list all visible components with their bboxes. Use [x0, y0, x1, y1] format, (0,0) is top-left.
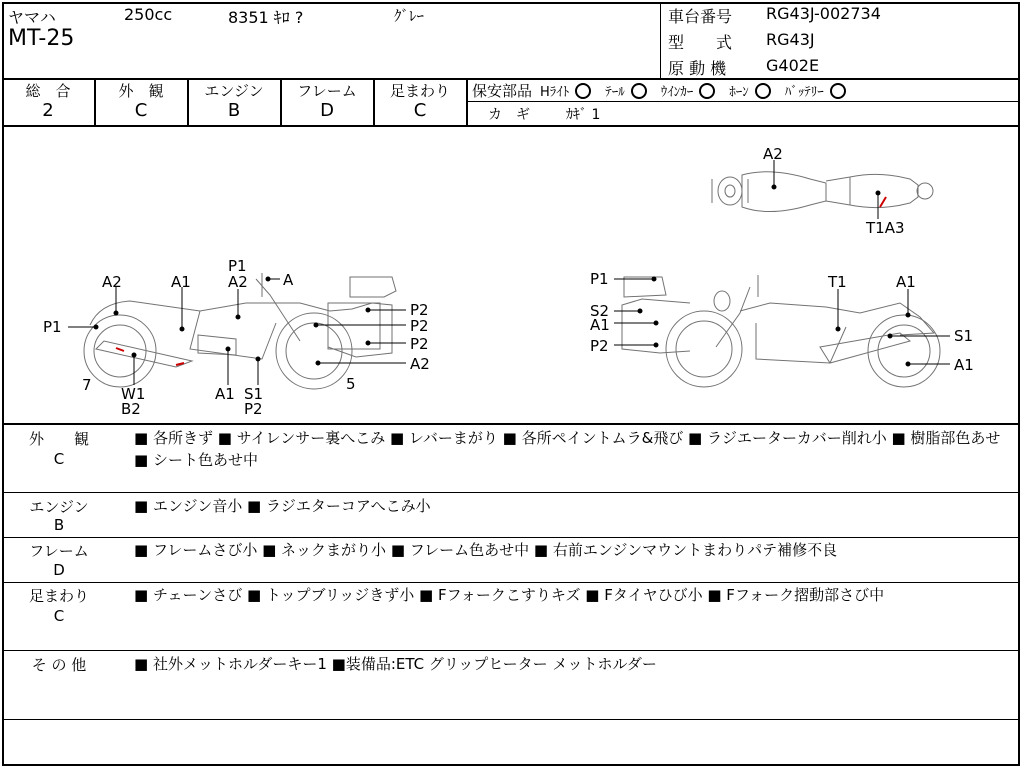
type-value: RG43J [766, 30, 815, 49]
details-divider [2, 492, 1020, 493]
callout-label: P2 [410, 335, 429, 353]
engine-type-value: G402E [766, 56, 820, 75]
callout-label: T1A3 [866, 219, 905, 237]
callout-label: P2 [410, 301, 429, 319]
callout-label: P2 [590, 337, 609, 355]
callout-label: 5 [346, 375, 356, 393]
safety-horn [729, 81, 771, 100]
detail-suspension-text: ■ チェーンさび ■ トップブリッジきず小 ■ Fフォークこすりキズ ■ Fタイヤひび小 ■ Fフォーク摺動部さび中 [134, 586, 885, 604]
mileage: 8351 ｷﾛ ? [228, 8, 304, 27]
detail-exterior-text: ■ 各所きず ■ サイレンサー裏へこみ ■ レバーまがり ■ 各所ペイントムラ&飛び ■ ラジエーターカバー削れ小 ■ 樹脂部色あせ ■ シート色あせ中 [134, 429, 1001, 469]
key-value: ｶｷﾞ 1 [566, 107, 601, 123]
detail-frame-grade: D [53, 561, 65, 579]
callout-label: A2 [228, 273, 248, 291]
overall-grade: 2 [42, 100, 54, 121]
detail-exterior-grade: C [53, 450, 65, 468]
ok-circle-icon [755, 83, 771, 99]
ok-circle-icon [830, 83, 846, 99]
callout-label: P1 [228, 257, 247, 275]
detail-suspension-grade: C [53, 607, 65, 625]
details-divider [2, 582, 1020, 583]
frame-label: フレーム [297, 82, 357, 100]
safety-label: 保安部品 [472, 82, 533, 100]
engine-type-label: 原 動 機 [668, 59, 727, 78]
maker: ヤマハ [8, 8, 56, 27]
callout-label: A2 [410, 355, 430, 373]
safety-item-label: ﾃｰﾙ [605, 85, 625, 100]
exterior-label: 外 観 [118, 82, 164, 100]
details-top [2, 423, 1020, 425]
suspension-label: 足まわり [389, 82, 450, 100]
callout-label: A [283, 271, 294, 289]
safety-item-label: ﾎｰﾝ [729, 85, 749, 100]
callout-label: A1 [896, 273, 916, 291]
engine-label: エンジン [204, 82, 264, 100]
callout-label: 7 [82, 376, 92, 394]
detail-engine-grade: B [53, 516, 65, 534]
detail-other-label: そ の 他 [31, 656, 87, 674]
detail-engine-label: エンジン [29, 498, 89, 516]
vin-label: 車台番号 [668, 7, 733, 26]
safety-item-label: Hﾗｲﾄ [540, 85, 570, 100]
overall-label: 総 合 [25, 82, 71, 100]
detail-other-text: ■ 社外メットホルダーキー1 ■装備品:ETC グリップヒーター メットホルダー [134, 655, 657, 673]
details-divider [2, 719, 1020, 720]
callout-label: P1 [43, 318, 62, 336]
safety-tail [605, 81, 647, 100]
damage-diagram [0, 127, 1024, 423]
callout-label: T1 [828, 273, 847, 291]
ok-circle-icon [699, 83, 715, 99]
color: ｸﾞﾚｰ [394, 7, 425, 25]
right-view-motorcycle [622, 275, 940, 387]
callout-label: B2 [121, 400, 141, 418]
detail-exterior-label: 外 観 [28, 430, 89, 448]
damage-mark-icon [880, 197, 886, 207]
vin-value: RG43J-002734 [766, 4, 881, 23]
header-divider [660, 2, 661, 78]
displacement: 250cc [124, 5, 173, 24]
callout-label: S2 [590, 302, 610, 320]
detail-engine-text: ■ エンジン音小 ■ ラジエターコアへこみ小 [134, 497, 431, 515]
ok-circle-icon [631, 83, 647, 99]
callout-label: P2 [410, 317, 429, 335]
safety-parts [472, 80, 860, 101]
damage-mark-icon [116, 348, 124, 351]
details-divider [2, 537, 1020, 538]
ok-circle-icon [575, 83, 591, 99]
type-label: 型 式 [668, 33, 733, 52]
callout-label: A1 [954, 356, 974, 374]
safety-battery [785, 81, 846, 100]
top-view-motorcycle [712, 172, 933, 212]
callout-label: S1 [244, 385, 264, 403]
safety-divider [467, 101, 1020, 102]
model-name: MT-25 [8, 26, 75, 51]
callout-label: A2 [763, 145, 783, 163]
safety-item-label: ﾊﾞｯﾃﾘｰ [784, 85, 824, 100]
engine-grade: B [227, 100, 241, 121]
callout-label: P2 [244, 400, 263, 418]
callout-label: A1 [590, 316, 610, 334]
callout-label: A2 [102, 273, 122, 291]
details-divider [2, 650, 1020, 651]
safety-item-label: ｳｲﾝｶｰ [660, 85, 694, 100]
callout-label: W1 [121, 385, 146, 403]
callout-label: S1 [954, 327, 974, 345]
key-label: カ ギ [488, 107, 530, 123]
safety-winker [661, 81, 716, 100]
detail-suspension-label: 足まわり [28, 587, 89, 605]
exterior-grade: C [134, 100, 148, 121]
detail-frame-text: ■ フレームさび小 ■ ネックまがり小 ■ フレーム色あせ中 ■ 右前エンジンマウントまわりパテ補修不良 [134, 541, 838, 559]
suspension-grade: C [413, 100, 427, 121]
callout-label: A1 [171, 273, 191, 291]
safety-headlight [540, 81, 591, 100]
frame-grade: D [320, 100, 334, 121]
callout-label: A1 [215, 385, 235, 403]
detail-frame-label: フレーム [29, 542, 89, 560]
callout-label: P1 [590, 270, 609, 288]
